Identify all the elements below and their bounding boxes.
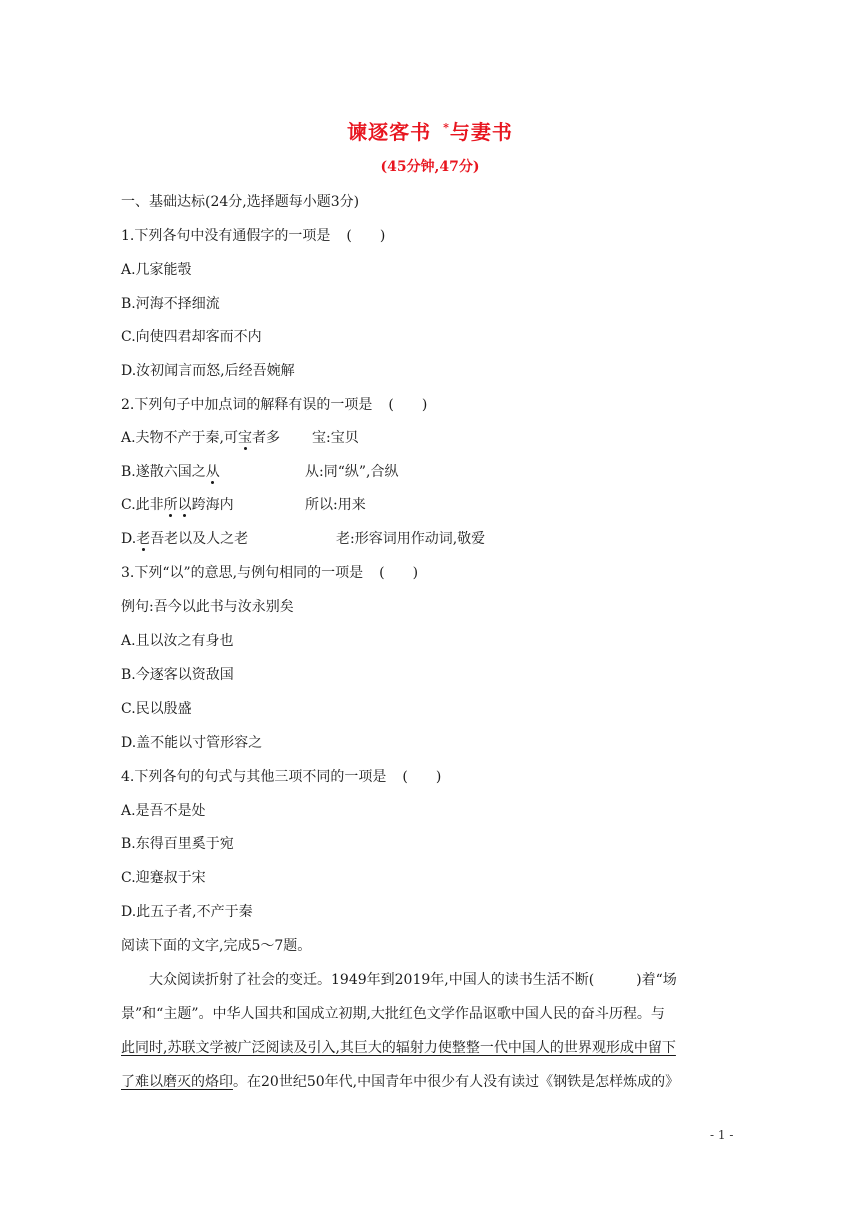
title-main: 谏逐客书 (347, 120, 432, 144)
question-1-option-a: A.几家能彀 (121, 262, 192, 278)
title-rest: 与妻书 (449, 120, 513, 144)
question-2-option-d (121, 529, 248, 549)
answer-blank: ( ) (379, 565, 419, 581)
question-3-option-c: C.民以殷盛 (121, 701, 192, 717)
reading-paragraph-line-3: 此同时,苏联文学被广泛阅读及引入,其巨大的辐射力使整整一代中国人的世界观形成中留下 (121, 1040, 676, 1056)
title-mark: * (443, 121, 450, 134)
question-3-option-d: D.盖不能以寸管形容之 (121, 735, 263, 751)
dotted-word: 宝 (238, 430, 253, 446)
question-2-gloss-b: 从:同“纵”,合纵 (305, 464, 399, 480)
answer-blank: ( ) (346, 228, 386, 244)
question-2-stem (121, 395, 427, 415)
question-stem-text: 4.下列各句的句式与其他三项不同的一项是 (121, 769, 387, 785)
dotted-word: 从 (205, 464, 220, 480)
question-1-option-b: B.河海不择细流 (121, 296, 220, 312)
question-stem-text: 3.下列“以”的意思,与例句相同的一项是 (121, 565, 364, 581)
page-title (0, 116, 860, 145)
question-1-option-d: D.汝初闻言而怒,后经吾婉解 (121, 363, 295, 379)
question-2-gloss-d: 老:形容词用作动词,敬爱 (336, 531, 486, 547)
question-4-stem (121, 767, 441, 787)
question-1-stem (121, 226, 385, 246)
question-2-gloss-a: 宝:宝贝 (312, 430, 359, 446)
section-heading: 一、基础达标(24分,选择题每小题3分) (121, 194, 360, 210)
option-text: 跨海内 (191, 497, 234, 513)
question-stem-text: 2.下列句子中加点词的解释有误的一项是 (121, 397, 373, 413)
answer-blank: ( ) (388, 397, 428, 413)
option-text: C.此非 (121, 497, 164, 513)
question-2-option-c (121, 495, 234, 515)
option-text: A.夫物不产于秦,可 (121, 430, 239, 446)
question-1-option-c: C.向使四君却客而不内 (121, 329, 262, 345)
reading-paragraph-line-4 (121, 1072, 739, 1092)
question-2-gloss-c: 所以:用来 (305, 497, 366, 513)
reading-paragraph-line-2: 景”和“主题”。中华人国共和国成立初期,大批红色文学作品讴歌中国人民的奋斗历程。与 (121, 1006, 665, 1022)
option-text: D. (121, 531, 137, 547)
question-3-option-a: A.且以汝之有身也 (121, 633, 234, 649)
question-2-option-b (121, 462, 220, 482)
option-text: B.遂散六国之 (121, 464, 206, 480)
question-3-option-b: B.今逐客以资敌国 (121, 667, 234, 683)
reading-intro: 阅读下面的文字,完成5～7题。 (121, 938, 312, 954)
page-subtitle: (45分钟,47分) (380, 159, 480, 175)
underlined-phrase: 了难以磨灭的烙印 (121, 1074, 233, 1090)
page-number: - 1 - (710, 1128, 734, 1142)
option-text: 吾老以及人之老 (150, 531, 249, 547)
question-4-option-b: B.东得百里奚于宛 (121, 836, 234, 852)
reading-paragraph-line-1: 大众阅读折射了社会的变迁。1949年到2019年,中国人的读书生活不断( )着“场 (149, 972, 677, 988)
option-text: 者多 (252, 430, 281, 446)
question-stem-text: 1.下列各句中没有通假字的一项是 (121, 228, 331, 244)
paragraph-text: 。在20世纪50年代,中国青年中很少有人没有读过《钢铁是怎样炼成的》 (233, 1074, 680, 1090)
question-2-option-a (121, 428, 280, 448)
answer-blank: ( ) (402, 769, 442, 785)
dotted-word: 以 (177, 497, 192, 513)
dotted-word: 老 (136, 531, 151, 547)
question-4-option-d: D.此五子者,不产于秦 (121, 904, 253, 920)
dotted-word: 所 (163, 497, 178, 513)
question-3-stem (121, 563, 418, 583)
question-3-example: 例句:吾今以此书与汝永别矣 (121, 599, 294, 615)
question-4-option-a: A.是吾不是处 (121, 803, 206, 819)
question-4-option-c: C.迎蹇叔于宋 (121, 870, 206, 886)
